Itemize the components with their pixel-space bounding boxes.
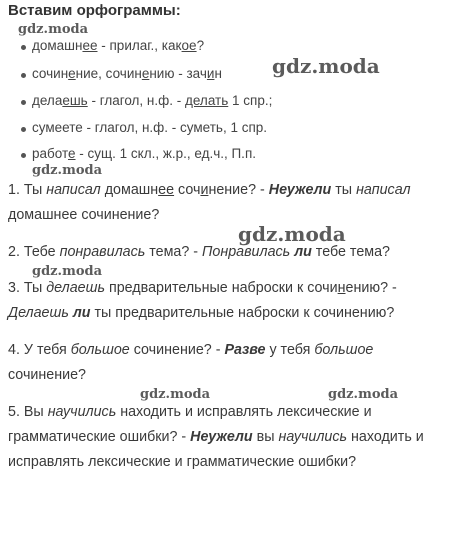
text-run: тема? - (145, 244, 203, 260)
italic-word: делаешь (46, 280, 105, 296)
list-item (32, 93, 272, 108)
text-run: - прилаг., как (97, 38, 182, 53)
sentence-1 (8, 178, 446, 228)
heading: Вставим орфограммы: (8, 2, 181, 19)
sentence-2 (8, 240, 446, 265)
italic-word: Делаешь (8, 305, 69, 321)
underlined-letters: ее (158, 182, 175, 198)
underlined-letters: е (68, 146, 76, 161)
list-item (32, 38, 204, 53)
emphasis-word: ли (294, 244, 312, 260)
text-run: н (214, 66, 222, 81)
text-run: - глагол, н.ф. - (87, 93, 185, 108)
sentence-3 (8, 276, 446, 326)
text-run: 1. Ты (8, 182, 47, 198)
watermark: gdz.moda (32, 163, 103, 178)
text-run: у тебя (265, 342, 315, 358)
text-run: 1 спр.; (228, 93, 273, 108)
text-run: - глагол, н.ф. - суметь, 1 спр. (82, 120, 268, 135)
text-run: - сущ. 1 скл., ж.р., ед.ч., П.п. (75, 146, 256, 161)
text-run: 4. У тебя (8, 342, 71, 358)
text-run: дела (32, 93, 63, 108)
text-run: ние, сочин (75, 66, 142, 81)
text-run: сочинение? - (129, 342, 225, 358)
watermark: gdz.moda (238, 222, 346, 246)
text-run: ению? - (345, 280, 397, 296)
text-run: сочин (32, 66, 69, 81)
underlined-letters: и (200, 182, 209, 198)
list-item (32, 146, 256, 161)
italic-word: большое (70, 342, 130, 358)
underlined-letters: ее (82, 38, 98, 53)
list-item (32, 66, 222, 81)
underlined-letters: е (68, 66, 76, 81)
text-run: находить и исправлять лексические и грамматические ошибки? (8, 429, 424, 470)
underlined-letters: и (206, 66, 215, 81)
text-run: нию - зач (149, 66, 207, 81)
italic-word: написал (356, 182, 411, 198)
text-run: находить и исправлять лексические и грамматические ошибки? - (8, 404, 372, 445)
emphasis-word: Разве (224, 342, 266, 358)
watermark: gdz.moda (140, 387, 211, 402)
text-run: вы (252, 429, 279, 445)
italic-word: понравилась (59, 244, 146, 260)
emphasis-word: Неужели (268, 182, 332, 198)
italic-word: научились (47, 404, 117, 420)
underlined-letters: ое (181, 38, 197, 53)
text-run: предварительные наброски к сочи (104, 280, 338, 296)
text-run: домашн (100, 182, 159, 198)
underlined-letters: ешь (62, 93, 88, 108)
text-run: сумеете (32, 120, 83, 135)
text-run: домашнее сочинение? (8, 207, 160, 223)
watermark: gdz.moda (32, 264, 103, 279)
emphasis-word: Неужели (190, 429, 253, 445)
text-run: 2. Тебе (8, 244, 60, 260)
text-run: тебе тема? (311, 244, 391, 260)
text-run: соч (174, 182, 201, 198)
text-run: ты (331, 182, 357, 198)
underlined-letters: е (141, 66, 150, 81)
text-run: домашн (32, 38, 83, 53)
text-run: сочинение? (8, 367, 87, 383)
italic-word: научились (278, 429, 348, 445)
italic-word: Понравилась (202, 244, 291, 260)
text-run: ? (196, 38, 205, 53)
italic-word: написал (46, 182, 101, 198)
list-item (32, 120, 267, 135)
text-run: нение? - (208, 182, 269, 198)
sentence-4 (8, 338, 446, 388)
underlined-letters: н (337, 280, 346, 296)
underlined-letters: делать (185, 93, 229, 108)
watermark: gdz.moda (272, 54, 380, 78)
watermark: gdz.moda (18, 22, 89, 37)
watermark: gdz.moda (328, 387, 399, 402)
text-run: 5. Вы (8, 404, 48, 420)
sentence-5 (8, 400, 446, 475)
emphasis-word: ли (72, 305, 91, 321)
text-run: работ (32, 146, 68, 161)
text-run: 3. Ты (8, 280, 47, 296)
italic-word: большое (314, 342, 374, 358)
text-run: ты предварительные наброски к сочинению? (90, 305, 395, 321)
